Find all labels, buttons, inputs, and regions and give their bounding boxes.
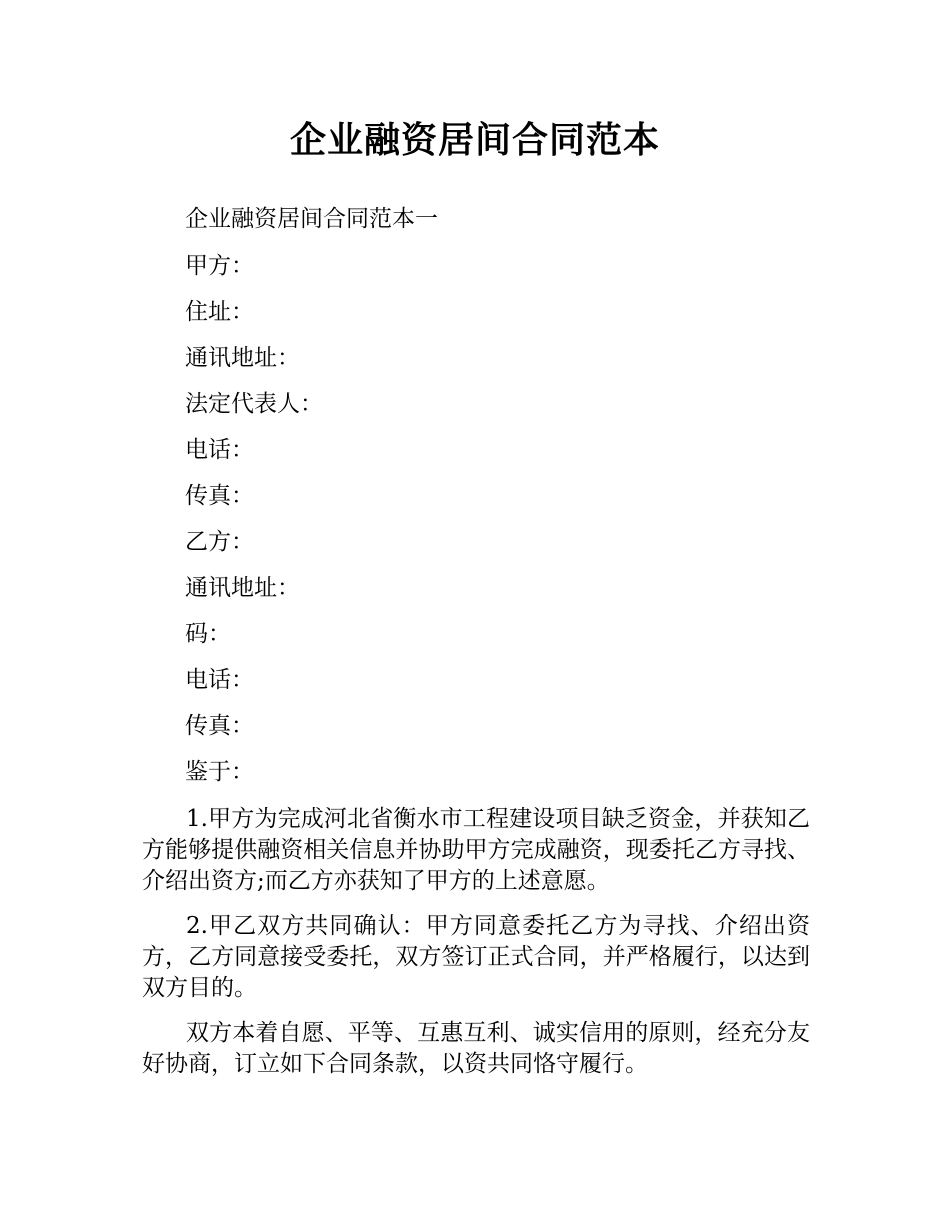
party-a-address-label: 住址： [185, 299, 254, 325]
party-b-code-label: 码： [185, 621, 231, 647]
agreement-paragraph: 双方本着自愿、平等、互惠互利、诚实信用的原则，经充分友好协商，订立如下合同条款，以资共同恪守履行。 [142, 1020, 810, 1077]
clause-paragraph: 1.甲方为完成河北省衡水市工程建设项目缺乏资金，并获知乙方能够提供融资相关信息并协助甲方完成融资，现委托乙方寻找、介绍出资方;而乙方亦获知了甲方的上述意愿。 [142, 806, 810, 894]
party-b-phone-label: 电话： [185, 667, 254, 693]
party-a-mailing-address-label: 通讯地址： [185, 345, 300, 371]
contract-subtitle: 企业融资居间合同范本一 [185, 206, 438, 232]
clause-paragraph: 2.甲乙双方共同确认：甲方同意委托乙方为寻找、介绍出资方，乙方同意接受委托，双方签订正式合同，并严格履行，以达到双方目的。 [142, 913, 810, 1001]
document-title: 企业融资居间合同范本 [289, 120, 660, 161]
party-b-mailing-address-label: 通讯地址： [185, 575, 300, 601]
whereas-label: 鉴于： [185, 759, 254, 785]
party-a-fax-label: 传真： [185, 483, 254, 509]
party-a-phone-label: 电话： [185, 437, 254, 463]
party-a-label: 甲方： [185, 253, 254, 279]
party-b-fax-label: 传真： [185, 713, 254, 739]
party-b-label: 乙方： [185, 529, 254, 555]
party-a-legal-representative-label: 法定代表人： [185, 391, 323, 417]
